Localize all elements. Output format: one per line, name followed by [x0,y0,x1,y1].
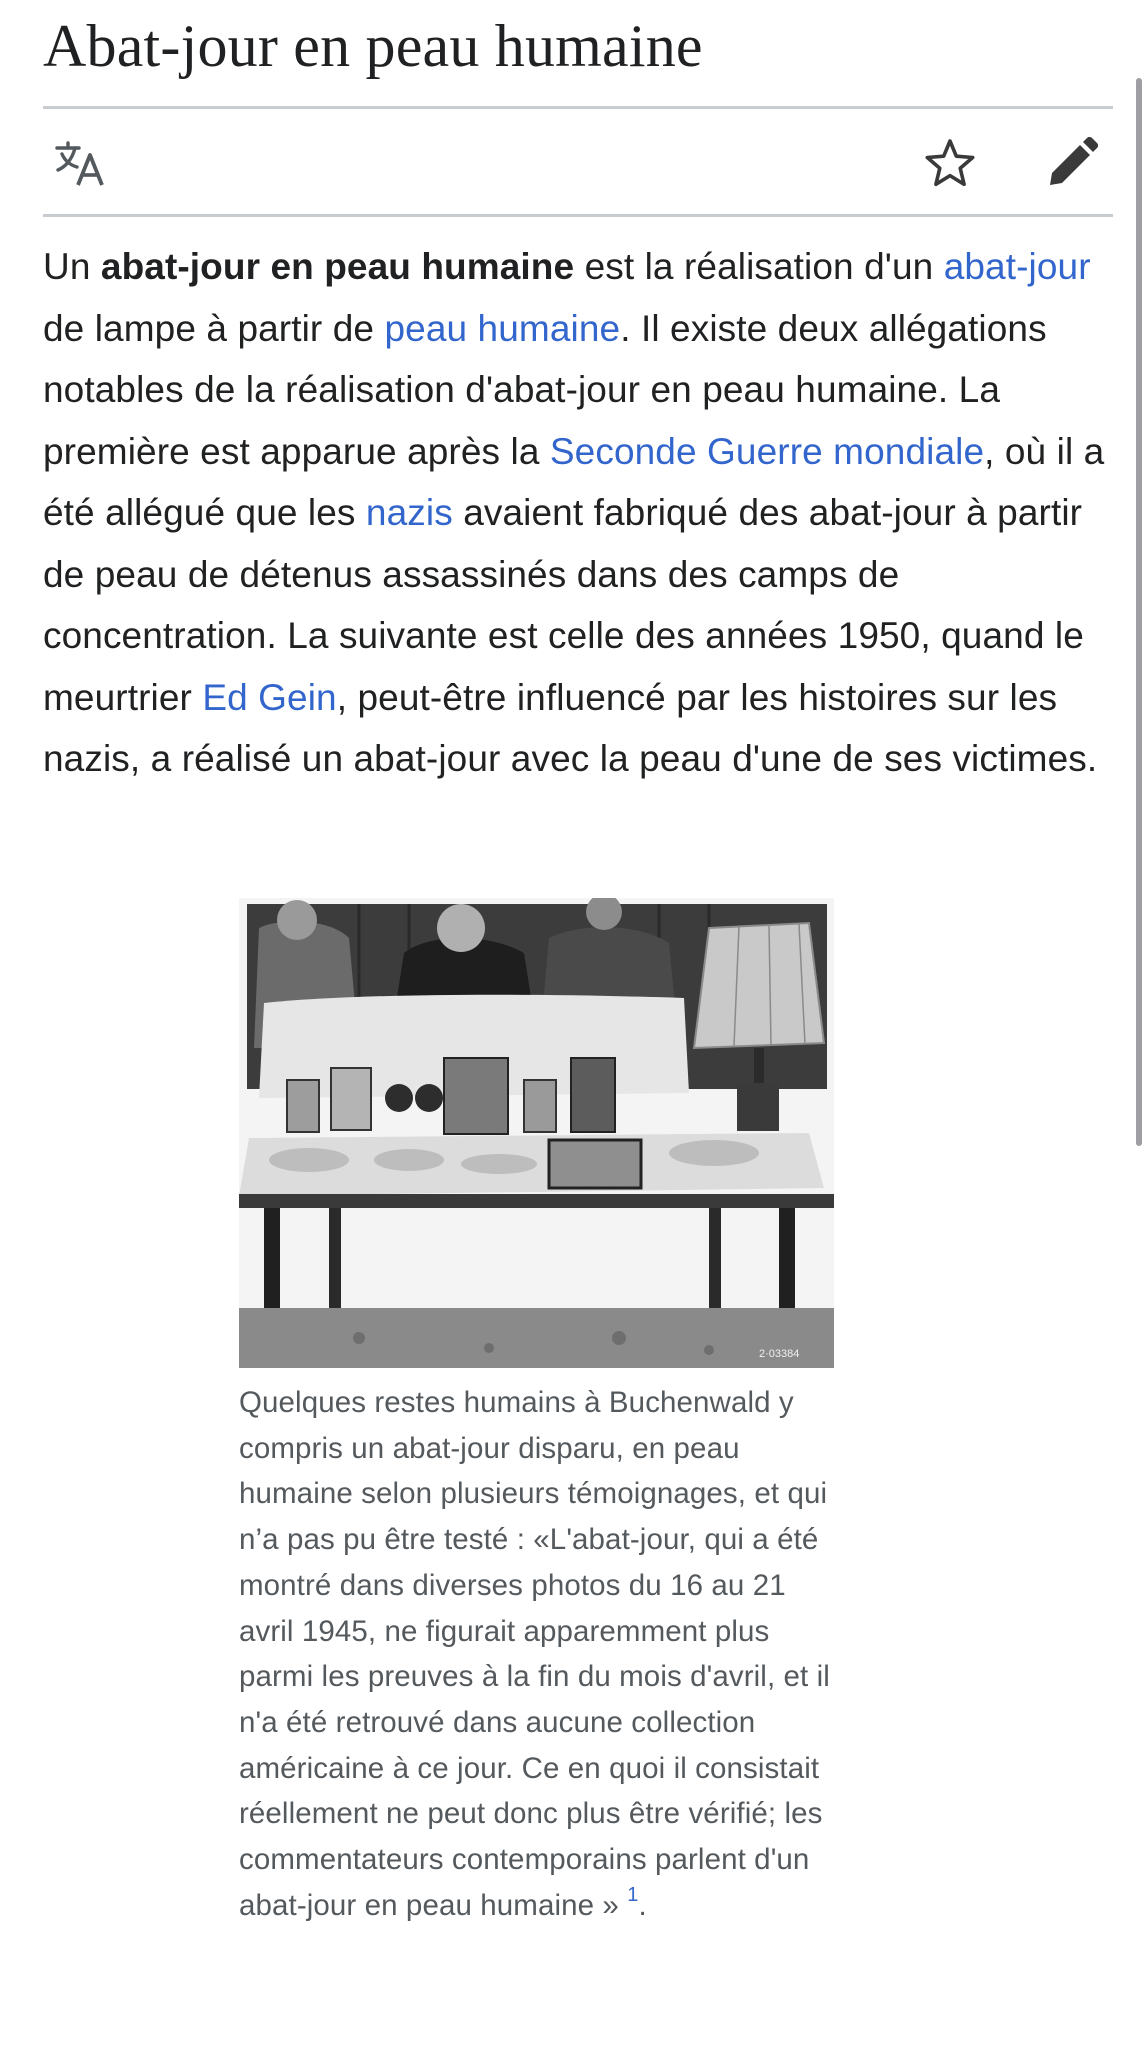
pencil-icon [1044,137,1098,191]
article [43,0,1113,790]
lead-text: , peut-être influencé par les histoires sur les nazis, a réalisé un abat-jour avec la peau d'une de ses victimes. [43,676,1098,779]
lead-paragraph [43,236,1113,790]
divider-bottom [43,214,1113,217]
lead-text: Un [43,246,101,287]
caption-text: Quelques restes humains à Buchenwald y compris un abat-jour disparu, en peau humaine selon plusieurs témoignages, et qui n’a pas pu être testé : «L'abat-jour, qui a été montré dans diverses photos du 16 au 21 avril 1945, ne figurait apparemment plus parmi les preuves à la fin du mois d'avril, et il n'a été retrouvé dans aucune collection américaine à ce jour. Ce en quoi il consistait réellement ne peut donc plus être vérifié; les commentateurs contemporains parlent d'un abat-jour en peau humaine » [239,1386,830,1922]
star-icon [922,136,978,192]
translate-icon [54,139,110,189]
link-ed-gein[interactable]: Ed Gein [202,676,337,718]
reference-link[interactable]: 1 [627,1883,639,1906]
lead-text: de lampe à partir de [43,307,385,349]
photo-stamp: 2·03384 [759,1348,800,1360]
watch-star-button[interactable] [919,133,981,195]
lead-text: , où il a été allégué que les [43,430,1105,533]
language-button[interactable] [51,133,113,195]
lead-text: . Il existe deux allégations notables de la réalisation d'abat-jour en peau humaine. La première est apparue après la [43,307,1047,472]
lead-bold-term: abat-jour en peau humaine [100,246,575,287]
edit-button[interactable] [1040,133,1102,195]
page-title: Abat-jour en peau humaine [43,13,703,79]
figure [239,898,839,1928]
page-actions-toolbar [43,109,1113,214]
scrollbar[interactable] [1136,78,1142,1146]
buchenwald-photo[interactable] [239,898,834,1368]
link-abat-jour[interactable]: abat-jour [943,246,1091,287]
lead-text: est la réalisation d'un [574,246,944,287]
link-peau-humaine[interactable]: peau humaine [384,307,621,349]
figure-caption [239,1380,839,1928]
lead-text: avaient fabriqué des abat-jour à partir de peau de détenus assassinés dans des camps de concentration. La suivante est celle des années 1950, quand le meurtrier [43,492,1084,718]
caption-end: . [638,1888,647,1922]
link-nazis[interactable]: nazis [365,492,453,533]
link-seconde-guerre-mondiale[interactable]: Seconde Guerre mondiale [549,430,985,472]
